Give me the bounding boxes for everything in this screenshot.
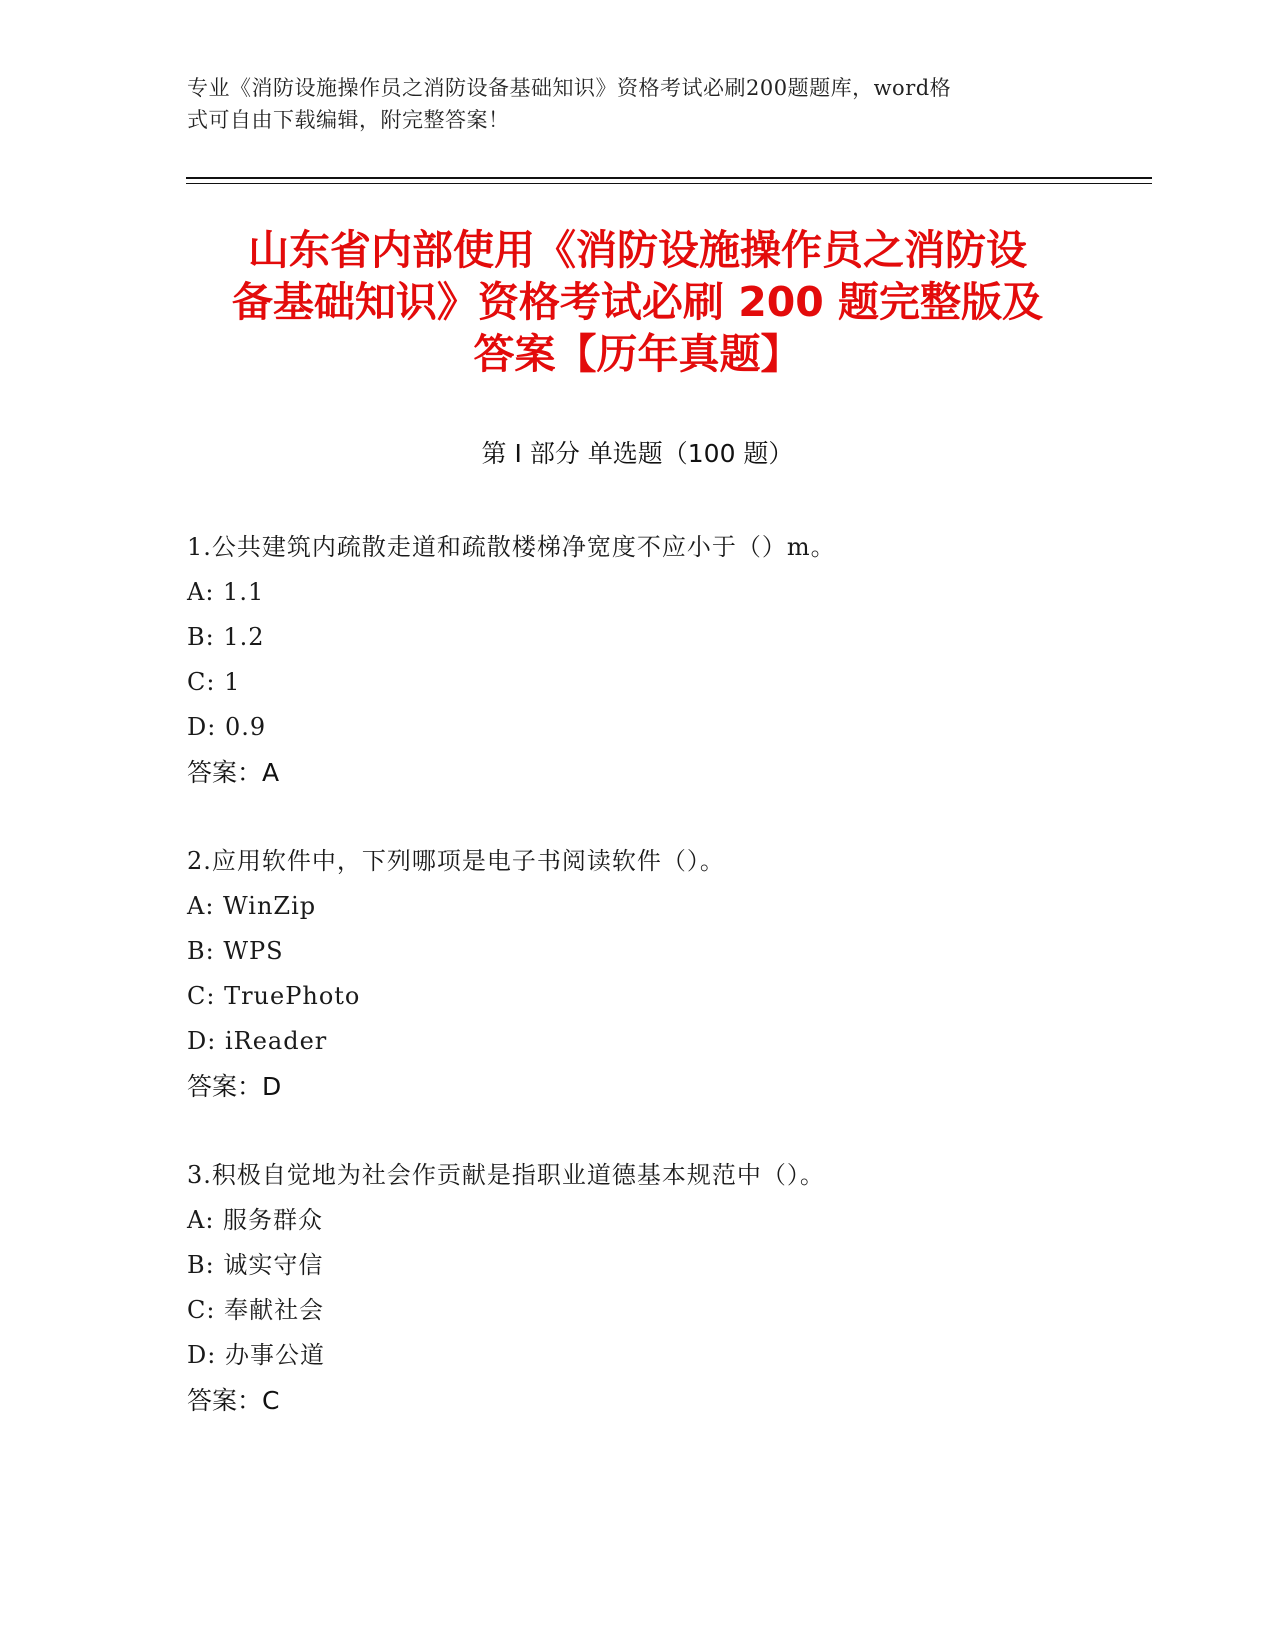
option-d: D: 0.9: [187, 713, 267, 741]
question-item: [187, 1153, 1147, 1423]
header-note-line-1: 专业《消防设施操作员之消防设备基础知识》资格考试必刷200题题库，word格: [187, 76, 952, 100]
option-d: D: 办事公道: [187, 1341, 325, 1369]
header-divider-thin: [186, 183, 1152, 184]
option-c: C: TruePhoto: [187, 982, 361, 1010]
question-list: [187, 525, 1147, 1467]
question-stem: 3.积极自觉地为社会作贡献是指职业道德基本规范中（）。: [187, 1161, 825, 1189]
option-c: C: 奉献社会: [187, 1296, 325, 1324]
option-d: D: iReader: [187, 1027, 328, 1055]
option-a: A: 1.1: [187, 578, 265, 606]
option-a: A: WinZip: [187, 892, 317, 920]
document-title: [186, 224, 1089, 380]
question-item: [187, 839, 1147, 1109]
option-b: B: WPS: [187, 937, 284, 965]
option-a: A: 服务群众: [187, 1206, 324, 1234]
answer-text: 答案：A: [187, 758, 280, 787]
option-c: C: 1: [187, 668, 241, 696]
question-stem: 1.公共建筑内疏散走道和疏散楼梯净宽度不应小于（）m。: [187, 533, 836, 561]
answer-text: 答案：C: [187, 1386, 280, 1415]
option-b: B: 诚实守信: [187, 1251, 324, 1279]
document-title-line-3: 答案【历年真题】: [473, 330, 802, 378]
header-note-line-2: 式可自由下载编辑，附完整答案！: [187, 108, 510, 132]
section-title: 第 I 部分 单选题（100 题）: [481, 439, 794, 468]
option-b: B: 1.2: [187, 623, 265, 651]
answer-text: 答案：D: [187, 1072, 282, 1101]
document-title-line-1: 山东省内部使用《消防设施操作员之消防设: [248, 226, 1027, 274]
header-divider-thick: [186, 177, 1152, 179]
question-stem: 2.应用软件中，下列哪项是电子书阅读软件（）。: [187, 847, 725, 875]
document-title-line-2: 备基础知识》资格考试必刷 200 题完整版及: [231, 278, 1044, 326]
header-note: [187, 72, 1067, 136]
question-item: [187, 525, 1147, 795]
